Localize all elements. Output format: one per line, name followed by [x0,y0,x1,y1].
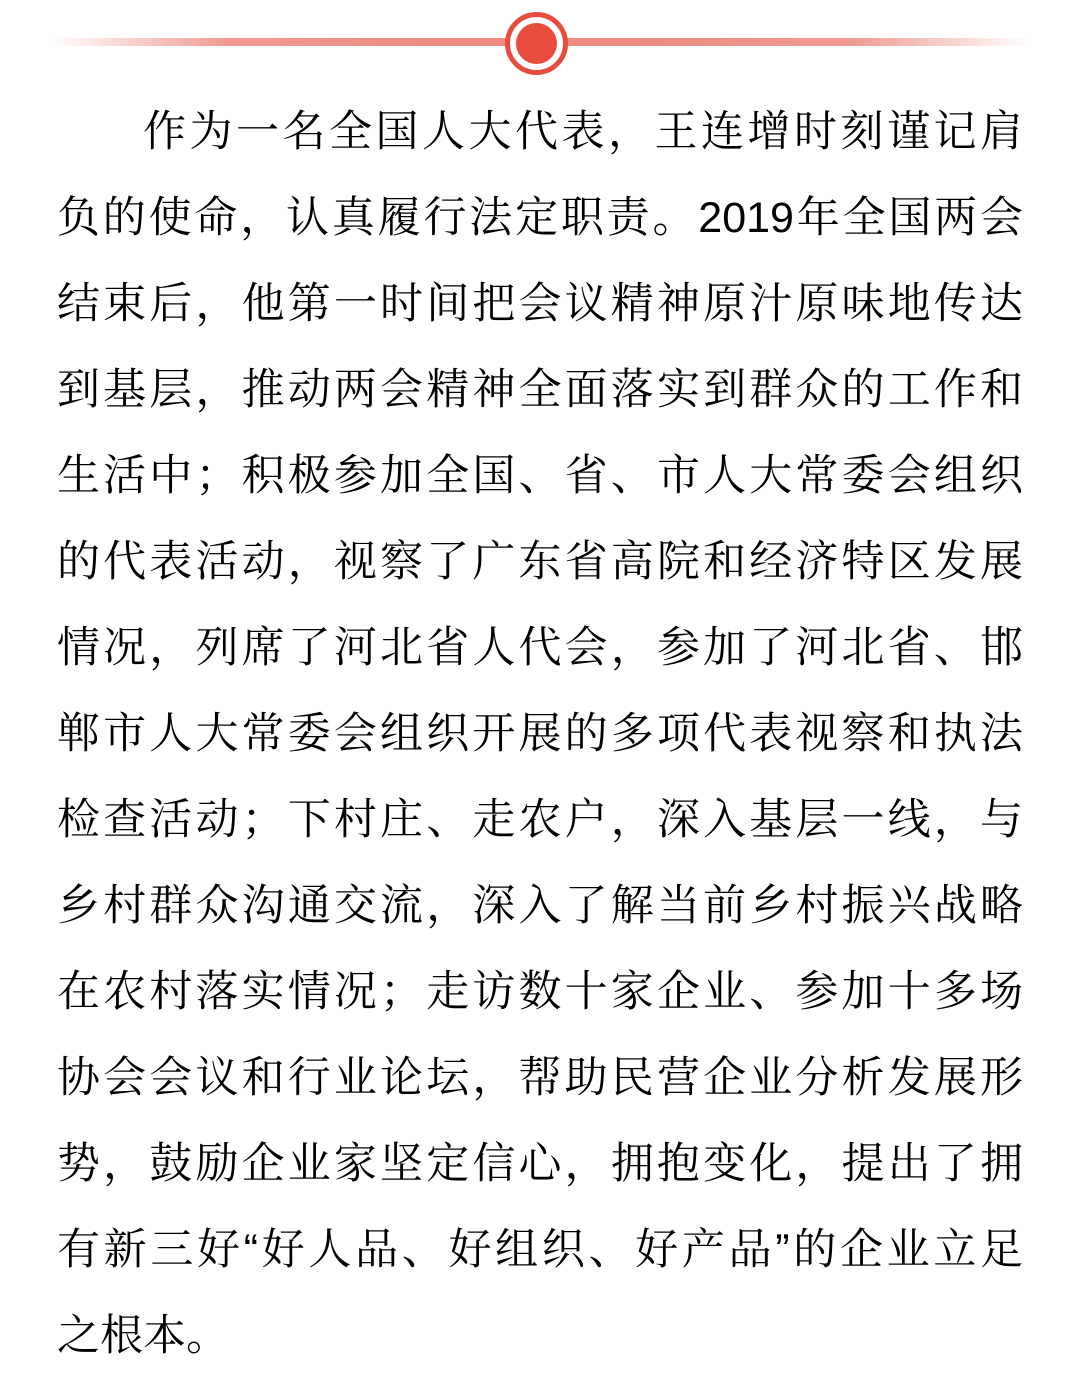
paragraph-line: 郸市人大常委会组织开展的多项代表视察和执法 [57,710,1023,758]
header-divider [0,0,1080,89]
paragraph-line: 作为一名全国人大代表，王连增时刻谨记肩 [143,108,1023,156]
divider-dot-icon [516,23,557,64]
article-body [0,89,1080,1379]
paragraph-line: 检查活动；下村庄、走农户，深入基层一线，与 [57,796,1023,844]
paragraph-line: 的代表活动，视察了广东省高院和经济特区发展 [57,538,1023,586]
paragraph-line: 之根本。 [57,1312,229,1360]
paragraph-line: 势，鼓励企业家坚定信心，拥抱变化，提出了拥 [57,1140,1023,1188]
paragraph-line: 负的使命，认真履行法定职责。2019年全国两会 [57,194,1023,242]
paragraph-line: 在农村落实情况；走访数十家企业、参加十多场 [57,968,1023,1016]
paragraph-line: 有新三好“好人品、好组织、好产品”的企业立足 [57,1226,1023,1274]
paragraph-line: 乡村群众沟通交流，深入了解当前乡村振兴战略 [57,882,1023,930]
paragraph-line: 协会会议和行业论坛，帮助民营企业分析发展形 [57,1054,1023,1102]
paragraph-line: 生活中；积极参加全国、省、市人大常委会组织 [57,452,1023,500]
paragraph-line: 结束后，他第一时间把会议精神原汁原味地传达 [57,280,1023,328]
paragraph-line: 到基层，推动两会精神全面落实到群众的工作和 [57,366,1023,414]
paragraph-line: 情况，列席了河北省人代会，参加了河北省、邯 [57,624,1023,672]
